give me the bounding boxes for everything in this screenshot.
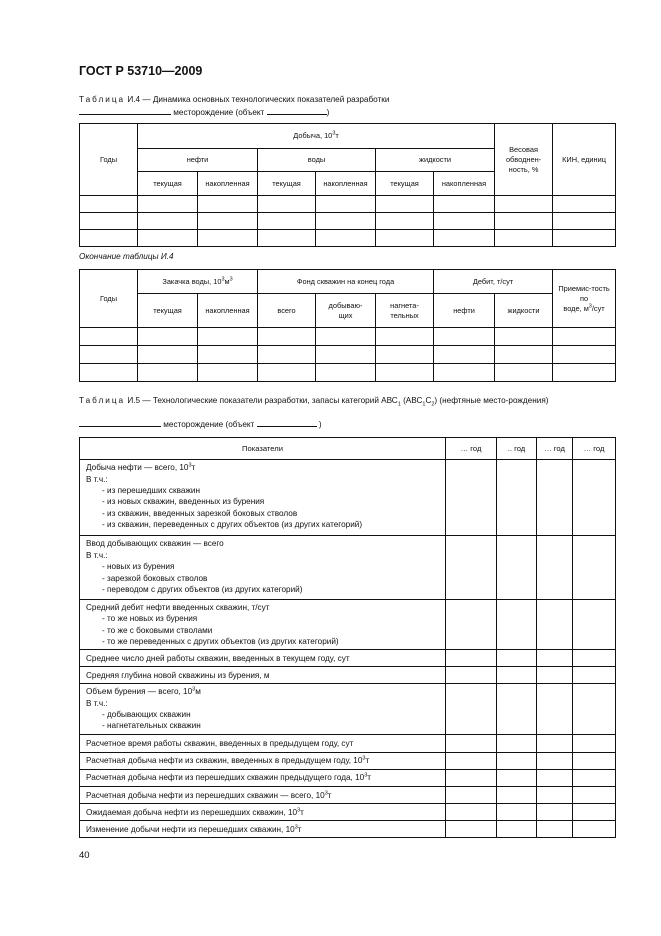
indicator-average-days: Среднее число дней работы скважин, введенных в текущем году, сут [80,650,446,667]
caption-text: — Динамика основных технологических показателей разработки [142,95,390,104]
table-row [80,752,616,769]
col-year: … год [573,438,616,460]
table-row [80,735,616,752]
col-production: Добыча, $10^3т$ [138,124,495,149]
caption-close: ) [318,420,322,429]
table-4 [79,123,616,247]
col-current: текущая [258,172,316,196]
col-year: … год [446,438,497,460]
col-oil: нефти [138,149,258,172]
col-years: Годы [80,124,138,196]
table-row [80,684,616,735]
indicator-average-depth: Средняя глубина новой скважины из бурения, м [80,667,446,684]
table-row [80,667,616,684]
col-intake: Приемис-тость по воде, $м^3$/сут [553,270,616,328]
table-4-continuation-caption: Окончание таблицы И.4 [79,252,174,261]
blank-field [267,106,327,115]
caption-text: — Технологические показатели разработки, запасы категорий $АВС_1$ $(АВС_1С_2)$ (нефтяные место-рождения) [142,396,549,408]
indicator-oil-production: Добыча нефти — всего, $10^3т$ В т.ч.: - из перешедших скважин - из новых скважин, введенных из бурения - из скважин, введенных зарезкой боковых стволов - из скважин, переведенных с других объектов (из других категорий) [80,460,446,536]
indicator-well-commissioning: Ввод добывающих скважин — всего В т.ч.: - новых из бурения - зарезкой боковых стволов - переводом с других объектов (из других категорий) [80,536,446,599]
col-current: текущая [138,294,198,328]
col-oil: нефти [434,294,495,328]
col-injecting: нагнета-тельных [376,294,434,328]
col-cumulative: накопленная [316,172,376,196]
indicator-estimated-time: Расчетное время работы скважин, введенных в предыдущем году, сут [80,735,446,752]
table-row [80,196,616,213]
indicator-estimated-production-transferred: Расчетная добыча нефти из перешедших скважин предыдущего года, $10^3т$ [80,769,446,786]
col-current: текущая [138,172,198,196]
col-total: всего [258,294,316,328]
col-cumulative: накопленная [434,172,495,196]
table-4-caption-line2 [79,106,329,118]
blank-field [79,106,171,115]
col-watercut: Весовая обводнен-ность, % [495,124,553,196]
table-4-caption [79,94,389,105]
table-5-caption [79,395,599,406]
caption-label: Таблица [79,396,126,405]
indicator-estimated-production-total: Расчетная добыча нефти из перешедших скважин — всего, $10^3т$ [80,786,446,803]
table-row [80,213,616,230]
table-row [80,650,616,667]
col-cumulative: накопленная [198,172,258,196]
col-rate: Дебит, т/сут [434,270,553,294]
blank-field [79,418,161,427]
table-row [80,364,616,382]
table-5 [79,437,616,838]
indicator-production-change: Изменение добычи нефти из перешедших скважин, $10^3т$ [80,820,446,837]
table-row [80,230,616,247]
table-row [80,820,616,837]
caption-line2-text: месторождение (объект [173,108,265,117]
indicator-average-rate: Средний дебит нефти введенных скважин, т/сут - то же новых из бурения - то же с боковыми стволами - то же переведенных с других объектов (из других категорий) [80,599,446,649]
col-kin: КИН, единиц [553,124,616,196]
col-cumulative: накопленная [198,294,258,328]
page-number: 40 [79,850,90,861]
table-row [80,786,616,803]
col-producing: добываю-щих [316,294,376,328]
indicator-expected-production: Ожидаемая добыча нефти из перешедших скважин, $10^3т$ [80,803,446,820]
table-row [80,328,616,346]
col-water: воды [258,149,376,172]
table-5-caption-line2 [79,418,322,430]
col-years: Годы [80,270,138,328]
table-row [80,599,616,649]
caption-line2-text: месторождение (объект [163,420,255,429]
col-year: .. год [497,438,537,460]
indicator-estimated-production-new: Расчетная добыча нефти из скважин, введенных в предыдущем году, $10^3т$ [80,752,446,769]
col-well-fund: Фонд скважин на конец года [258,270,434,294]
col-liquid: жидкости [495,294,553,328]
caption-close: ) [326,108,330,117]
col-current: текущая [376,172,434,196]
table-row [80,769,616,786]
col-liquid: жидкости [376,149,495,172]
table-row [80,803,616,820]
document-header: ГОСТ Р 53710—2009 [79,64,203,78]
table-row [80,460,616,536]
col-year: … год [537,438,573,460]
table-row [80,536,616,599]
col-indicators: Показатели [80,438,446,460]
caption-number: И.5 [127,396,141,405]
col-injection: Закачка воды, $10^3м^3$ [138,270,258,294]
blank-field [257,418,317,427]
table-row [80,346,616,364]
table-4-continuation [79,269,616,382]
caption-number: И.4 [127,95,141,104]
caption-label: Таблица [79,95,126,104]
indicator-drilling-volume: Объем бурения — всего, $10^3м$ В т.ч.: - добывающих скважин - нагнетательных скважин [80,684,446,735]
